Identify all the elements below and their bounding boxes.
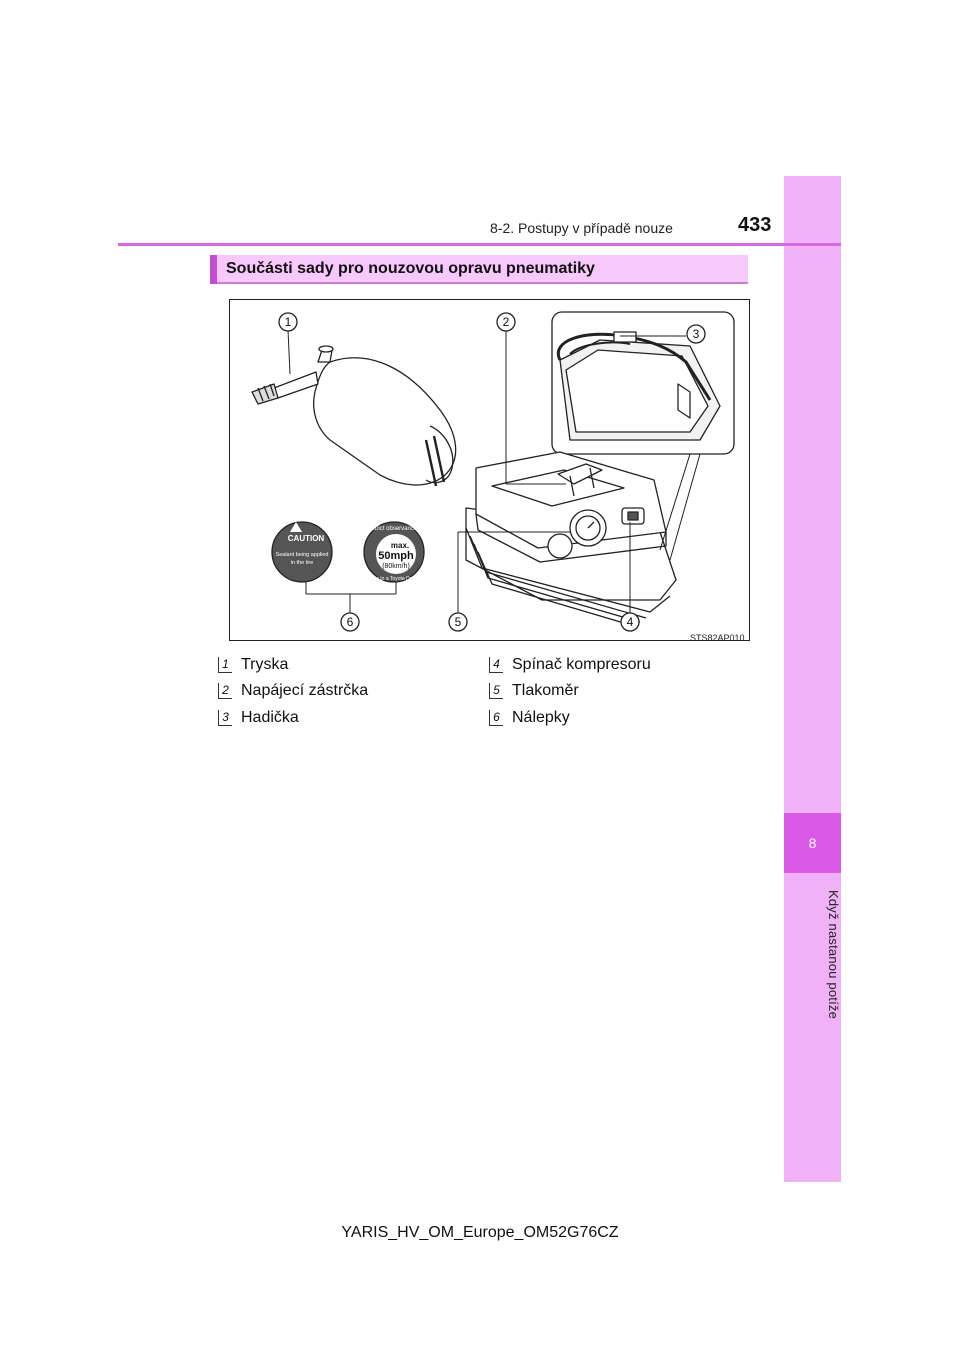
- sticker-speed-bottom-arc: Drive to a Toyota Dealer: [367, 576, 421, 582]
- sticker-speed-max: max.: [390, 541, 410, 550]
- legend-num-2: 2: [218, 683, 232, 699]
- nozzle-hose: [252, 372, 318, 404]
- legend-num-5: 5: [489, 683, 503, 699]
- section-title-accent: [210, 255, 217, 284]
- repair-kit-drawing: [230, 300, 749, 640]
- legend-num-4: 4: [489, 657, 503, 673]
- section-title: Součásti sady pro nouzovou opravu pneumatiky: [226, 260, 595, 277]
- legend-item-1: [218, 656, 288, 674]
- callout-3: 3: [692, 327, 700, 341]
- legend-num-3: 3: [218, 710, 232, 726]
- legend-label-3: Hadička: [241, 709, 299, 726]
- callout-6: 6: [346, 615, 354, 629]
- sticker-caution-line2: in the tire: [290, 560, 314, 566]
- legend-item-6: [489, 709, 570, 727]
- legend-item-3: [218, 709, 299, 727]
- legend-label-2: Napájecí zástrčka: [241, 682, 369, 699]
- chapter-title: Když nastanou potíže: [826, 890, 841, 1020]
- legend-item-4: [489, 656, 651, 674]
- legend-item-2: [218, 682, 368, 700]
- callout-2: 2: [502, 315, 510, 329]
- sticker-speed-value: 50mph: [378, 550, 414, 562]
- compressor-body: [466, 452, 676, 626]
- legend-num-6: 6: [489, 710, 503, 726]
- legend-label-5: Tlakoměr: [512, 682, 579, 699]
- sticker-speed-top-arc: Strict observance: [370, 526, 418, 532]
- sticker-caution-line1: Sealant being applied: [275, 552, 329, 558]
- chapter-number: 8: [784, 813, 841, 873]
- sticker-speed-kmh: (80km/h): [382, 563, 410, 570]
- legend-label-1: Tryska: [241, 656, 289, 673]
- callout-1: 1: [284, 315, 292, 329]
- page-number: 433: [738, 214, 772, 236]
- sticker-caution-heading: CAUTION: [287, 534, 325, 543]
- document-id-footer: YARIS_HV_OM_Europe_OM52G76CZ: [341, 1224, 619, 1241]
- callout-5: 5: [454, 615, 462, 629]
- legend-item-5: [489, 682, 579, 700]
- legend-label-6: Nálepky: [512, 709, 570, 726]
- section-path: 8-2. Postupy v případě nouze: [490, 220, 673, 236]
- legend-label-4: Spínač kompresoru: [512, 656, 651, 673]
- chapter-side-tab: [784, 176, 841, 1182]
- repair-kit-illustration: [229, 299, 750, 641]
- legend-num-1: 1: [218, 657, 232, 673]
- sealant-bottle: [314, 346, 456, 486]
- figure-code: STS82AP010: [690, 633, 745, 643]
- header-divider: [118, 243, 841, 246]
- callout-4: 4: [626, 615, 634, 629]
